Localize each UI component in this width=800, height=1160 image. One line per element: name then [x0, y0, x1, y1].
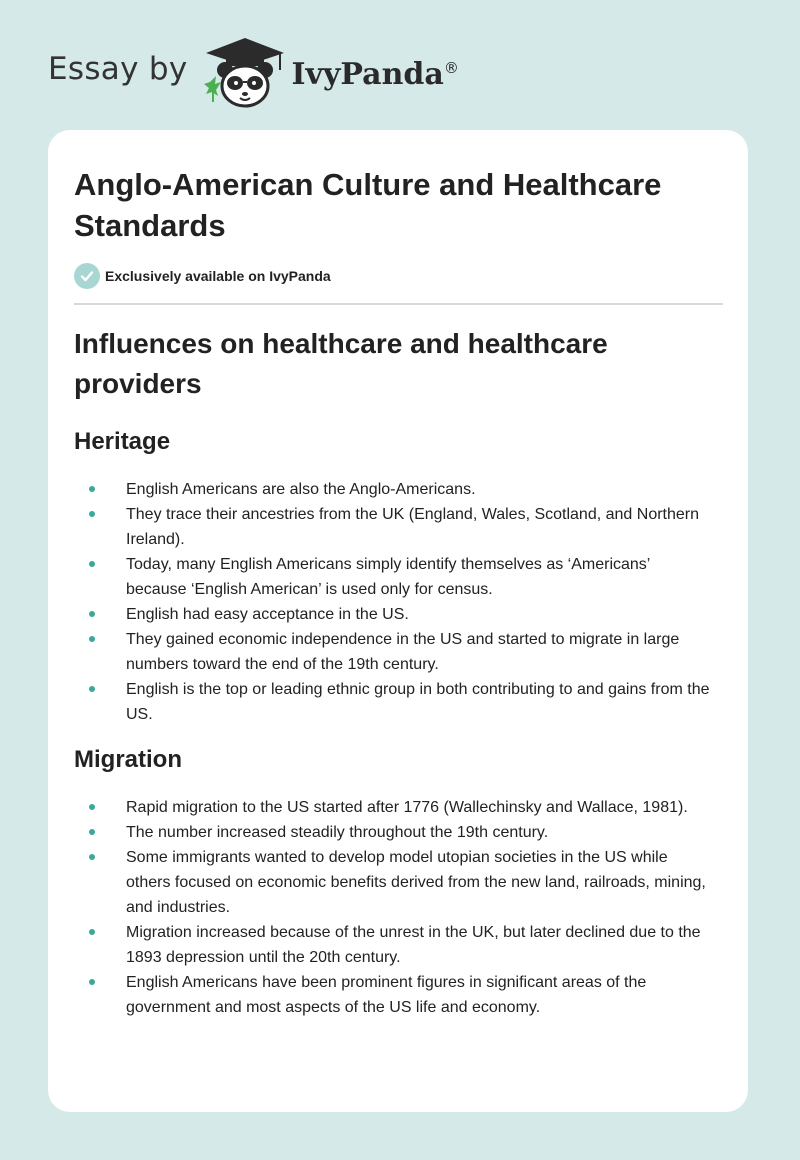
list-item: They gained economic independence in the US and started to migrate in large numbers toward the end of the 19th century. — [74, 627, 714, 677]
list-item: Some immigrants wanted to develop model utopian societies in the US while others focused on economic benefits derived from the new land, railroads, mining, and industries. — [74, 845, 714, 920]
brand-name — [292, 57, 459, 92]
bullet-icon — [89, 636, 95, 642]
bullet-icon — [89, 686, 95, 692]
heritage-heading: Heritage — [74, 428, 171, 455]
list-item: English Americans are also the Anglo-Americans. — [74, 477, 714, 502]
exclusive-badge — [74, 263, 331, 289]
list-item: English Americans have been prominent figures in significant areas of the government and most aspects of the US life and economy. — [74, 970, 714, 1020]
bullet-icon — [89, 511, 95, 517]
site-header — [48, 36, 459, 108]
list-item: Migration increased because of the unrest in the UK, but later declined due to the 1893 depression until the 20th century. — [74, 920, 714, 970]
check-icon — [74, 263, 100, 289]
article-title: Anglo-American Culture and Healthcare Standards — [74, 167, 662, 243]
bullet-icon — [89, 561, 95, 567]
brand-text: IvyPanda — [291, 56, 444, 92]
bullet-icon — [89, 486, 95, 492]
badge-text: Exclusively available on IvyPanda — [105, 268, 331, 284]
panda-logo-icon[interactable] — [202, 36, 288, 108]
article-card — [48, 130, 748, 1112]
essay-by-label: Essay by — [48, 51, 188, 87]
list-item: Today, many English Americans simply identify themselves as ‘Americans’ because ‘English American’ is used only for census. — [74, 552, 714, 602]
registered-mark: ® — [443, 58, 459, 77]
migration-heading: Migration — [74, 746, 182, 773]
heritage-list — [74, 477, 714, 727]
list-item: The number increased steadily throughout the 19th century. — [74, 820, 714, 845]
list-item: English had easy acceptance in the US. — [74, 602, 714, 627]
bullet-icon — [89, 829, 95, 835]
bullet-icon — [89, 804, 95, 810]
migration-list — [74, 795, 714, 1020]
section-title: Influences on healthcare and healthcare providers — [74, 328, 608, 399]
bullet-icon — [89, 929, 95, 935]
list-item: Rapid migration to the US started after 1776 (Wallechinsky and Wallace, 1981). — [74, 795, 714, 820]
bullet-icon — [89, 854, 95, 860]
list-item: They trace their ancestries from the UK (England, Wales, Scotland, and Northern Ireland). — [74, 502, 714, 552]
list-item: English is the top or leading ethnic group in both contributing to and gains from the US. — [74, 677, 714, 727]
bullet-icon — [89, 611, 95, 617]
title-divider — [74, 303, 723, 305]
bullet-icon — [89, 979, 95, 985]
